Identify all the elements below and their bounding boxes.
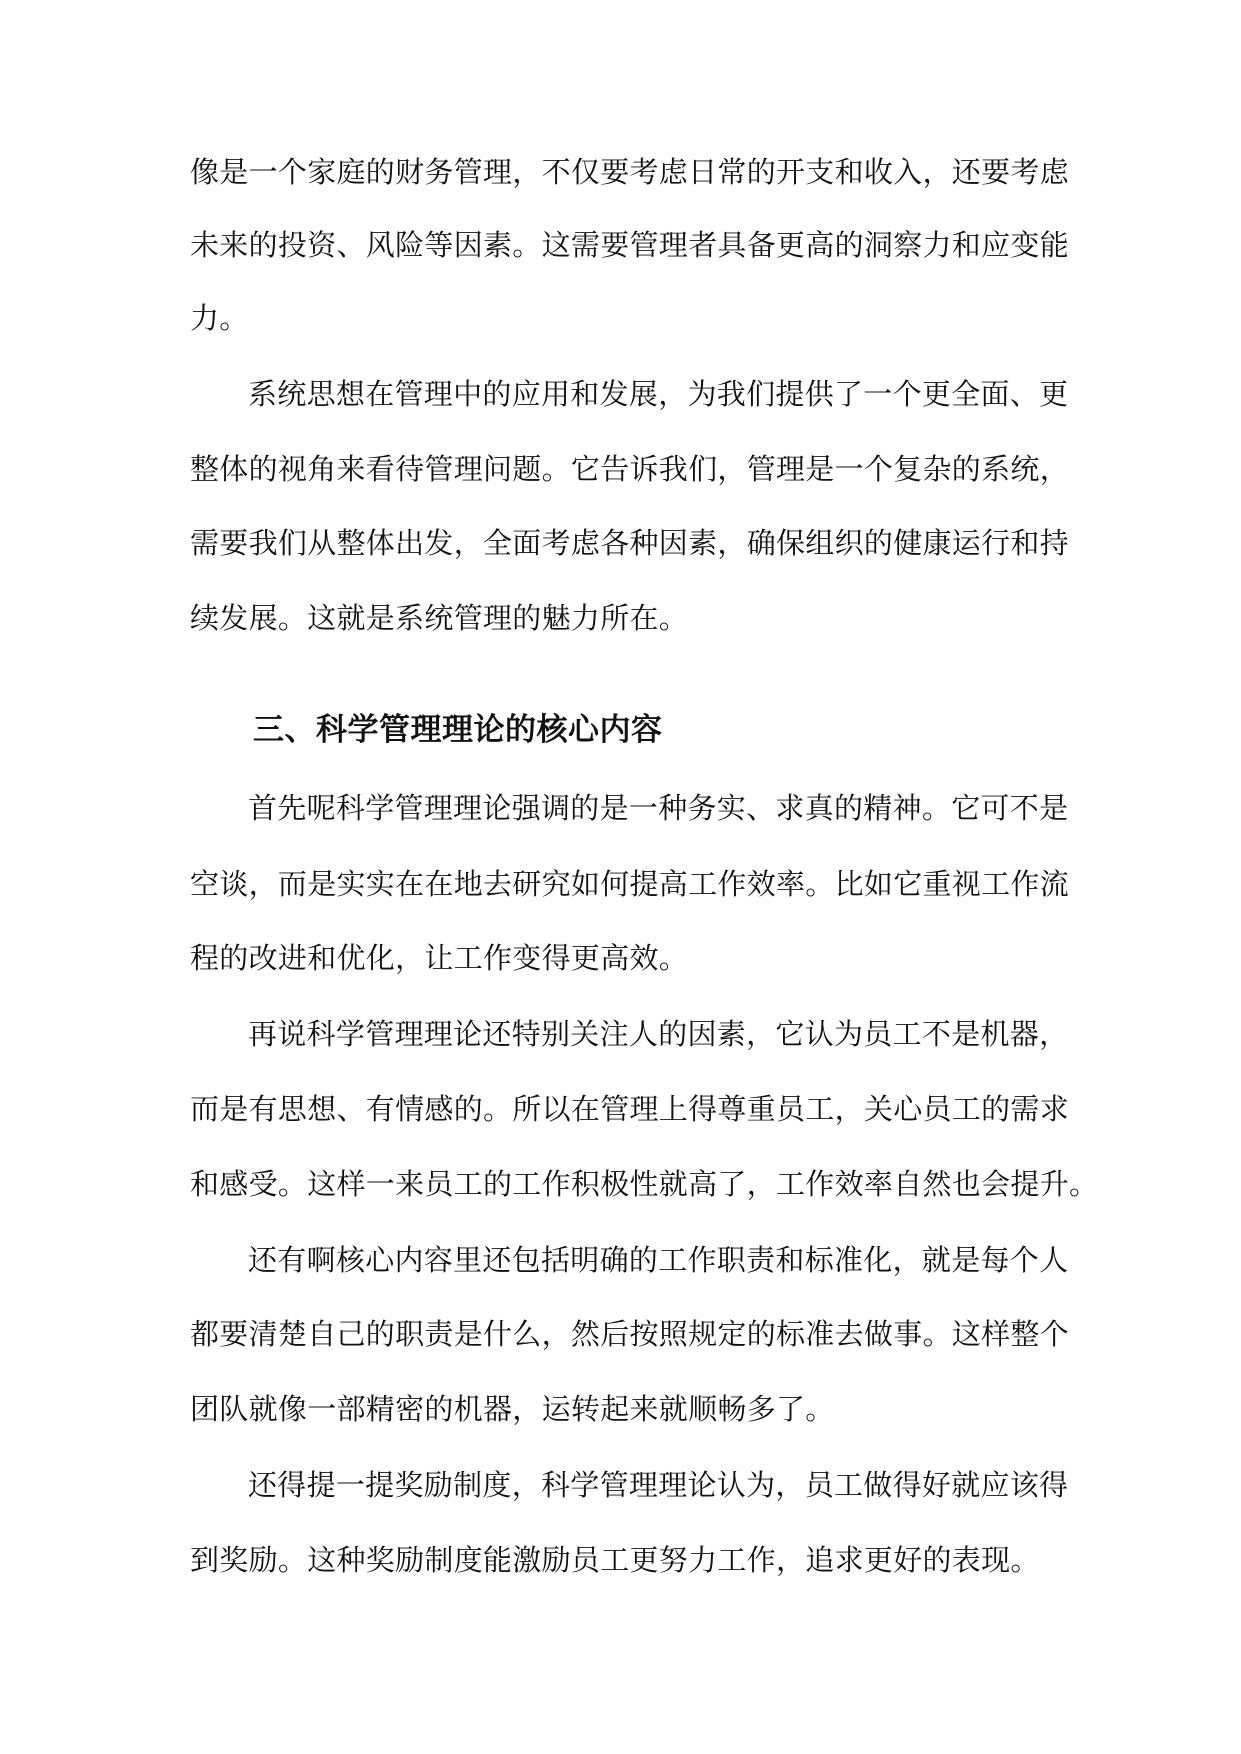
paragraph-line: 系统思想在管理中的应用和发展，为我们提供了一个更全面、更 [248,377,1069,411]
paragraph-line: 而是有思想、有情感的。所以在管理上得尊重员工，关心员工的需求 [190,1092,1070,1126]
paragraph-line: 和感受。这样一来员工的工作积极性就高了，工作效率自然也会提升。 [190,1167,1099,1201]
paragraph-line: 首先呢科学管理理论强调的是一种务实、求真的精神。它可不是 [248,791,1069,825]
paragraph-line: 需要我们从整体出发，全面考虑各种因素，确保组织的健康运行和持 [190,526,1070,560]
paragraph-line: 还得提一提奖励制度，科学管理理论认为，员工做得好就应该得 [248,1468,1069,1502]
paragraph-line: 像是一个家庭的财务管理，不仅要考虑日常的开支和收入，还要考虑 [190,155,1070,189]
paragraph-line: 团队就像一部精密的机器，运转起来就顺畅多了。 [190,1392,835,1426]
paragraph-line: 还有啊核心内容里还包括明确的工作职责和标准化，就是每个人 [248,1243,1069,1277]
section-heading: 三、科学管理理论的核心内容 [253,712,663,748]
paragraph-line: 到奖励。这种奖励制度能激励员工更努力工作，追求更好的表现。 [190,1543,1040,1577]
paragraph-line: 整体的视角来看待管理问题。它告诉我们，管理是一个复杂的系统， [190,452,1070,486]
paragraph-line: 续发展。这就是系统管理的魅力所在。 [190,601,689,635]
paragraph-line: 再说科学管理理论还特别关注人的因素，它认为员工不是机器， [248,1017,1069,1051]
paragraph-line: 空谈，而是实实在在地去研究如何提高工作效率。比如它重视工作流 [190,867,1070,901]
paragraph-line: 未来的投资、风险等因素。这需要管理者具备更高的洞察力和应变能 [190,228,1070,262]
paragraph-line: 都要清楚自己的职责是什么，然后按照规定的标准去做事。这样整个 [190,1317,1070,1351]
paragraph-line: 程的改进和优化，让工作变得更高效。 [190,941,689,975]
paragraph-line: 力。 [190,301,249,335]
